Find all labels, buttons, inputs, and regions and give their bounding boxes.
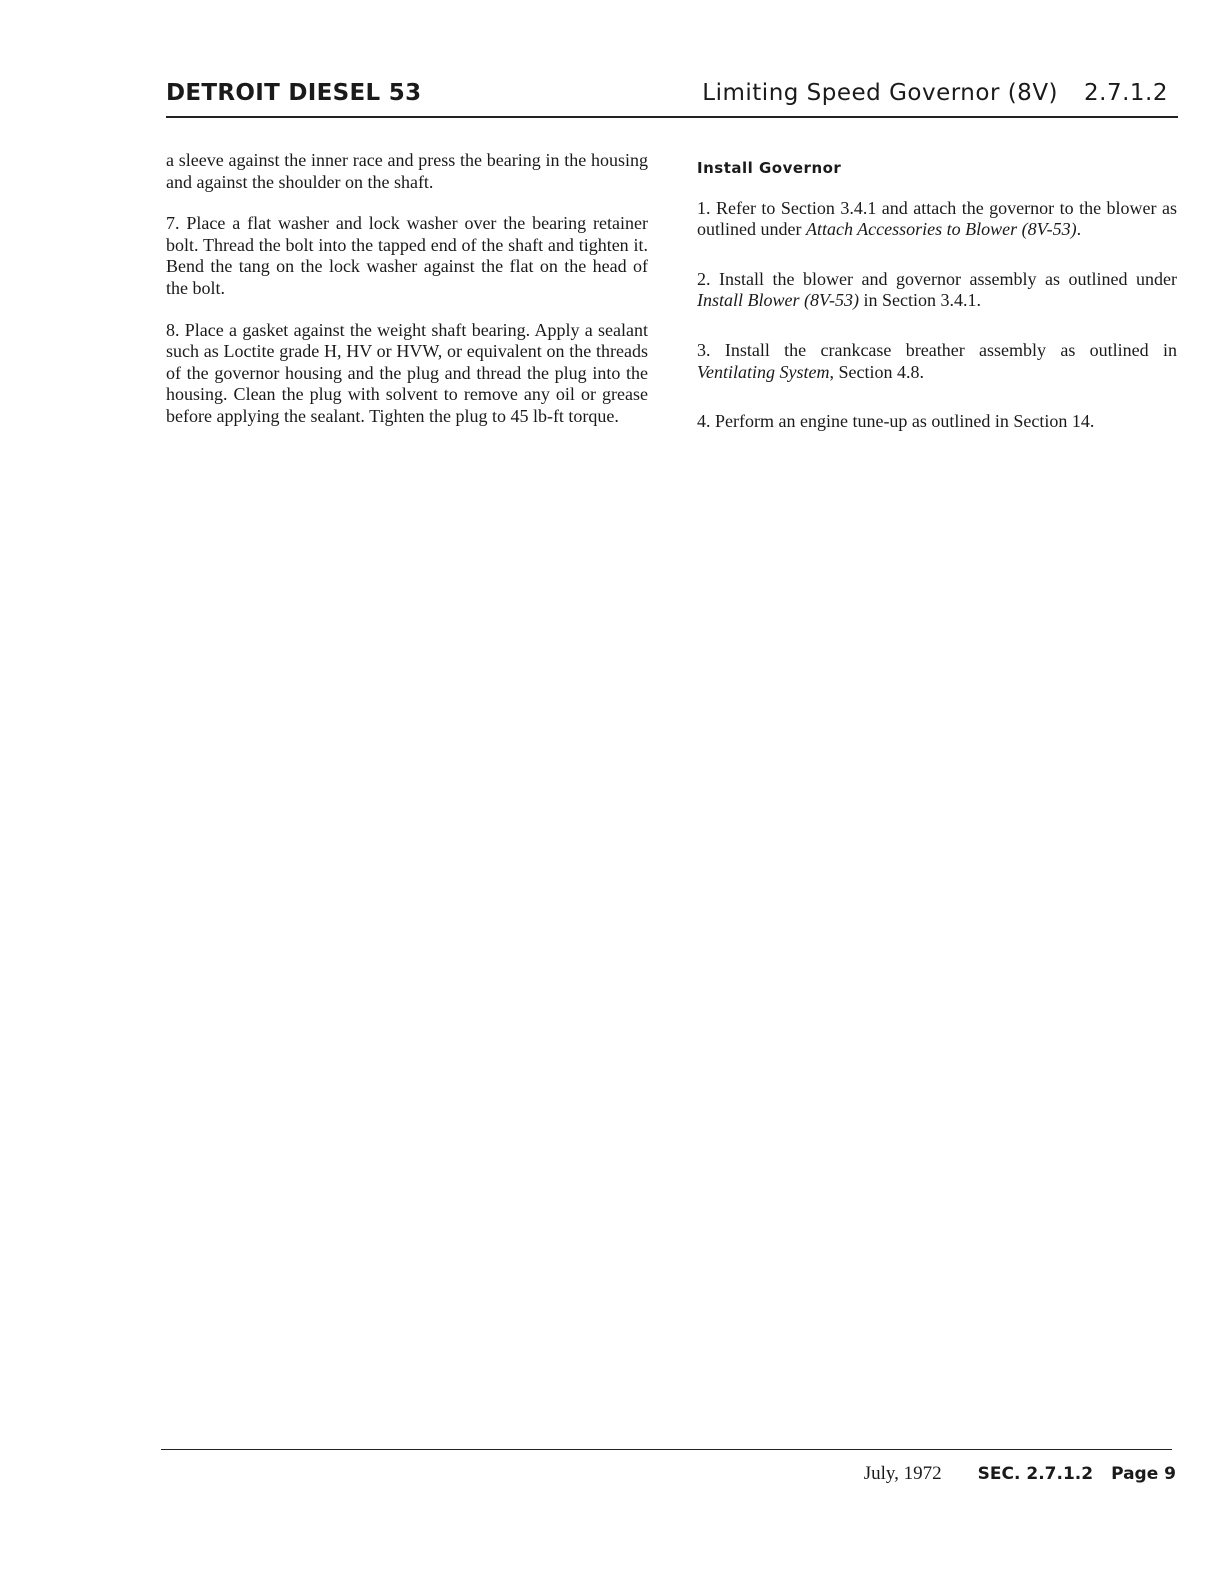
footer-section: SEC. 2.7.1.2 — [977, 1464, 1094, 1484]
right-column — [697, 150, 1177, 461]
step-8: 8. Place a gasket against the weight shaft bearing. Apply a sealant such as Loctite grade H, HV or HVW, or equivalent on the threads of the governor housing and the plug and thread the plug into the housing. Clean the plug with solvent to remove any oil or grease before applying the sealant. Tighten the plug to 45 lb-ft torque. — [166, 319, 648, 426]
install-step-4: 4. Perform an engine tune-up as outlined in Section 14. — [697, 411, 1095, 432]
paragraph-continuation: a sleeve against the inner race and press the bearing in the housing and against the shoulder on the shaft. — [166, 150, 648, 192]
page-header — [166, 78, 1178, 118]
reference-ventilating-system: Ventilating System — [697, 361, 830, 382]
section-header — [702, 80, 1168, 106]
manual-title: DETROIT DIESEL 53 — [166, 80, 422, 106]
section-number: 2.7.1.2 — [1084, 80, 1168, 106]
publication-date: July, 1972 — [863, 1463, 942, 1484]
section-title: Limiting Speed Governor (8V) — [702, 80, 1059, 106]
left-column — [166, 150, 648, 448]
reference-attach-accessories: Attach Accessories to Blower (8V-53) — [805, 219, 1077, 240]
install-governor-heading: Install Governor — [697, 159, 842, 177]
install-step-1: 1. Refer to Section 3.4.1 and attach the governor to the blower as outlined under Attach Accessories to Blower (8V-53). — [697, 197, 1177, 240]
install-step-2: 2. Install the blower and governor assembly as outlined under Install Blower (8V-53) in Section 3.4.1. — [697, 268, 1177, 311]
reference-install-blower: Install Blower (8V-53) — [697, 290, 859, 311]
install-step-3: 3. Install the crankcase breather assembly as outlined in Ventilating System, Section 4.8. — [697, 339, 1177, 382]
page-footer — [864, 1463, 1176, 1485]
footer-divider — [161, 1449, 1172, 1450]
step-7: 7. Place a flat washer and lock washer over the bearing retainer bolt. Thread the bolt into the tapped end of the shaft and tighten it. Bend the tang on the lock washer against the flat on the head of the bolt. — [166, 213, 648, 298]
page-number: Page 9 — [1111, 1464, 1176, 1484]
